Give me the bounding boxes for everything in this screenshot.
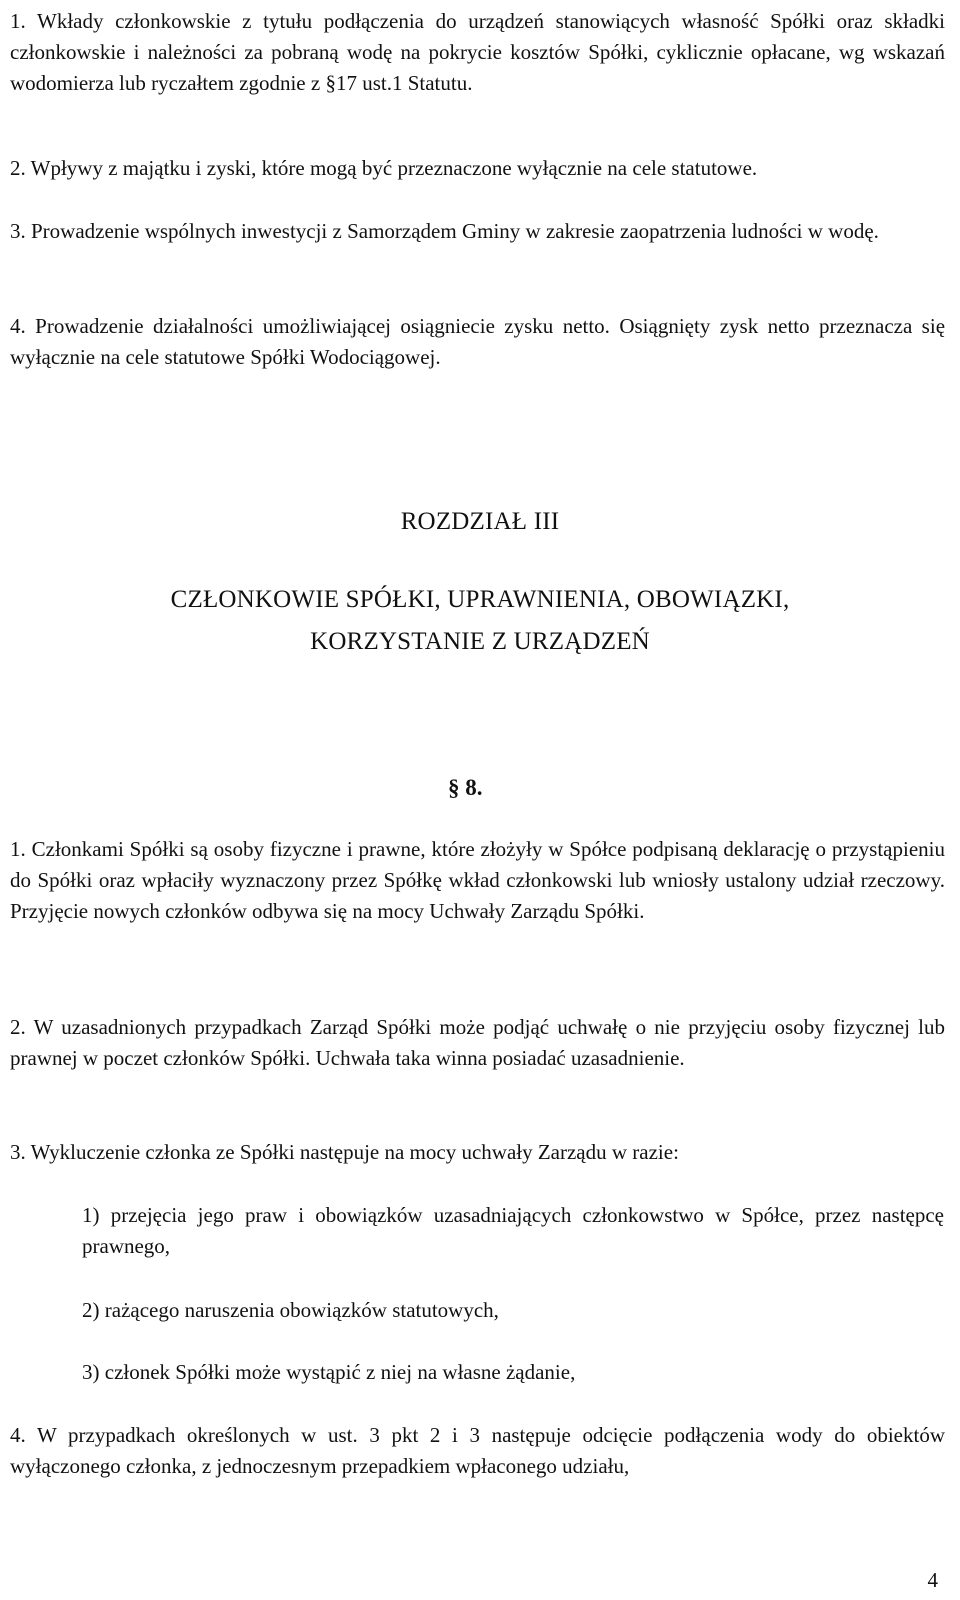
section-paragraph-1: [10, 834, 945, 927]
section-paragraph-2: [10, 1012, 945, 1074]
sub-item-3: [82, 1357, 944, 1388]
chapter-subtitle-line-2: KORZYSTANIE Z URZĄDZEŃ: [310, 628, 650, 655]
paragraph-number: 1.: [10, 9, 26, 33]
section-paragraph-4: [10, 1420, 945, 1482]
paragraph-text: Wkłady członkowskie z tytułu podłączenia do urządzeń stanowiących własność Spółki oraz składki członkowskie i należności za pobraną wodę na pokrycie kosztów Spółki, cyklicznie opłacane, wg wskazań wodomierza lub ryczałtem zgodnie z §17 ust.1 Statutu.: [10, 9, 946, 95]
chapter-subtitle-line-1: CZŁONKOWIE SPÓŁKI, UPRAWNIENIA, OBOWIĄZKI,: [170, 586, 790, 613]
paragraph-number: 1.: [10, 837, 26, 861]
paragraph-number: 3.: [10, 1140, 26, 1164]
paragraph-number: 3.: [10, 219, 26, 243]
chapter-title: ROZDZIAŁ III: [400, 508, 560, 535]
sub-item-number: 1): [82, 1203, 100, 1227]
sub-item-1: [82, 1200, 944, 1262]
section-heading: § 8.: [448, 775, 483, 800]
paragraph-text: W przypadkach określonych w ust. 3 pkt 2 i 3 następuje odcięcie podłączenia wody do obiektów wyłączonego członka, z jednoczesnym przepadkiem wpłaconego udziału,: [10, 1423, 945, 1478]
paragraph-text: Członkami Spółki są osoby fizyczne i prawne, które złożyły w Spółce podpisaną deklarację o przystąpieniu do Spółki oraz wpłaciły wyznaczony przez Spółkę wkład członkowski lub wniosły ustalony udział rzeczowy. Przyjęcie nowych członków odbywa się na mocy Uchwały Zarządu Spółki.: [10, 837, 945, 923]
sub-item-text: członek Spółki może wystąpić z niej na własne żądanie,: [104, 1360, 576, 1384]
paragraph-4: [10, 311, 945, 373]
sub-item-number: 2): [82, 1298, 100, 1322]
paragraph-3: [10, 216, 945, 247]
paragraph-text: W uzasadnionych przypadkach Zarząd Spółki może podjąć uchwałę o nie przyjęciu osoby fizycznej lub prawnej w poczet członków Spółki. Uchwała taka winna posiadać uzasadnienie.: [10, 1015, 945, 1070]
paragraph-number: 2.: [10, 1015, 26, 1039]
sub-item-number: 3): [82, 1360, 100, 1384]
paragraph-text: Prowadzenie działalności umożliwiającej osiągniecie zysku netto. Osiągnięty zysk netto przeznacza się wyłącznie na cele statutowe Spółki Wodociągowej.: [10, 314, 946, 369]
paragraph-number: 2.: [10, 156, 26, 180]
paragraph-1: [10, 6, 945, 99]
paragraph-text: Prowadzenie wspólnych inwestycji z Samorządem Gminy w zakresie zaopatrzenia ludności w wodę.: [31, 219, 879, 243]
sub-item-2: [82, 1295, 944, 1326]
paragraph-text: Wykluczenie członka ze Spółki następuje na mocy uchwały Zarządu w razie:: [30, 1140, 679, 1164]
sub-item-text: przejęcia jego praw i obowiązków uzasadniających członkowstwo w Spółce, przez następcę prawnego,: [82, 1203, 944, 1258]
page-number: 4: [927, 1568, 938, 1592]
paragraph-number: 4.: [10, 314, 26, 338]
sub-item-text: rażącego naruszenia obowiązków statutowych,: [104, 1298, 499, 1322]
paragraph-text: Wpływy z majątku i zyski, które mogą być przeznaczone wyłącznie na cele statutowe.: [30, 156, 758, 180]
paragraph-number: 4.: [10, 1423, 26, 1447]
section-paragraph-3: [10, 1137, 945, 1168]
paragraph-2: [10, 153, 945, 184]
